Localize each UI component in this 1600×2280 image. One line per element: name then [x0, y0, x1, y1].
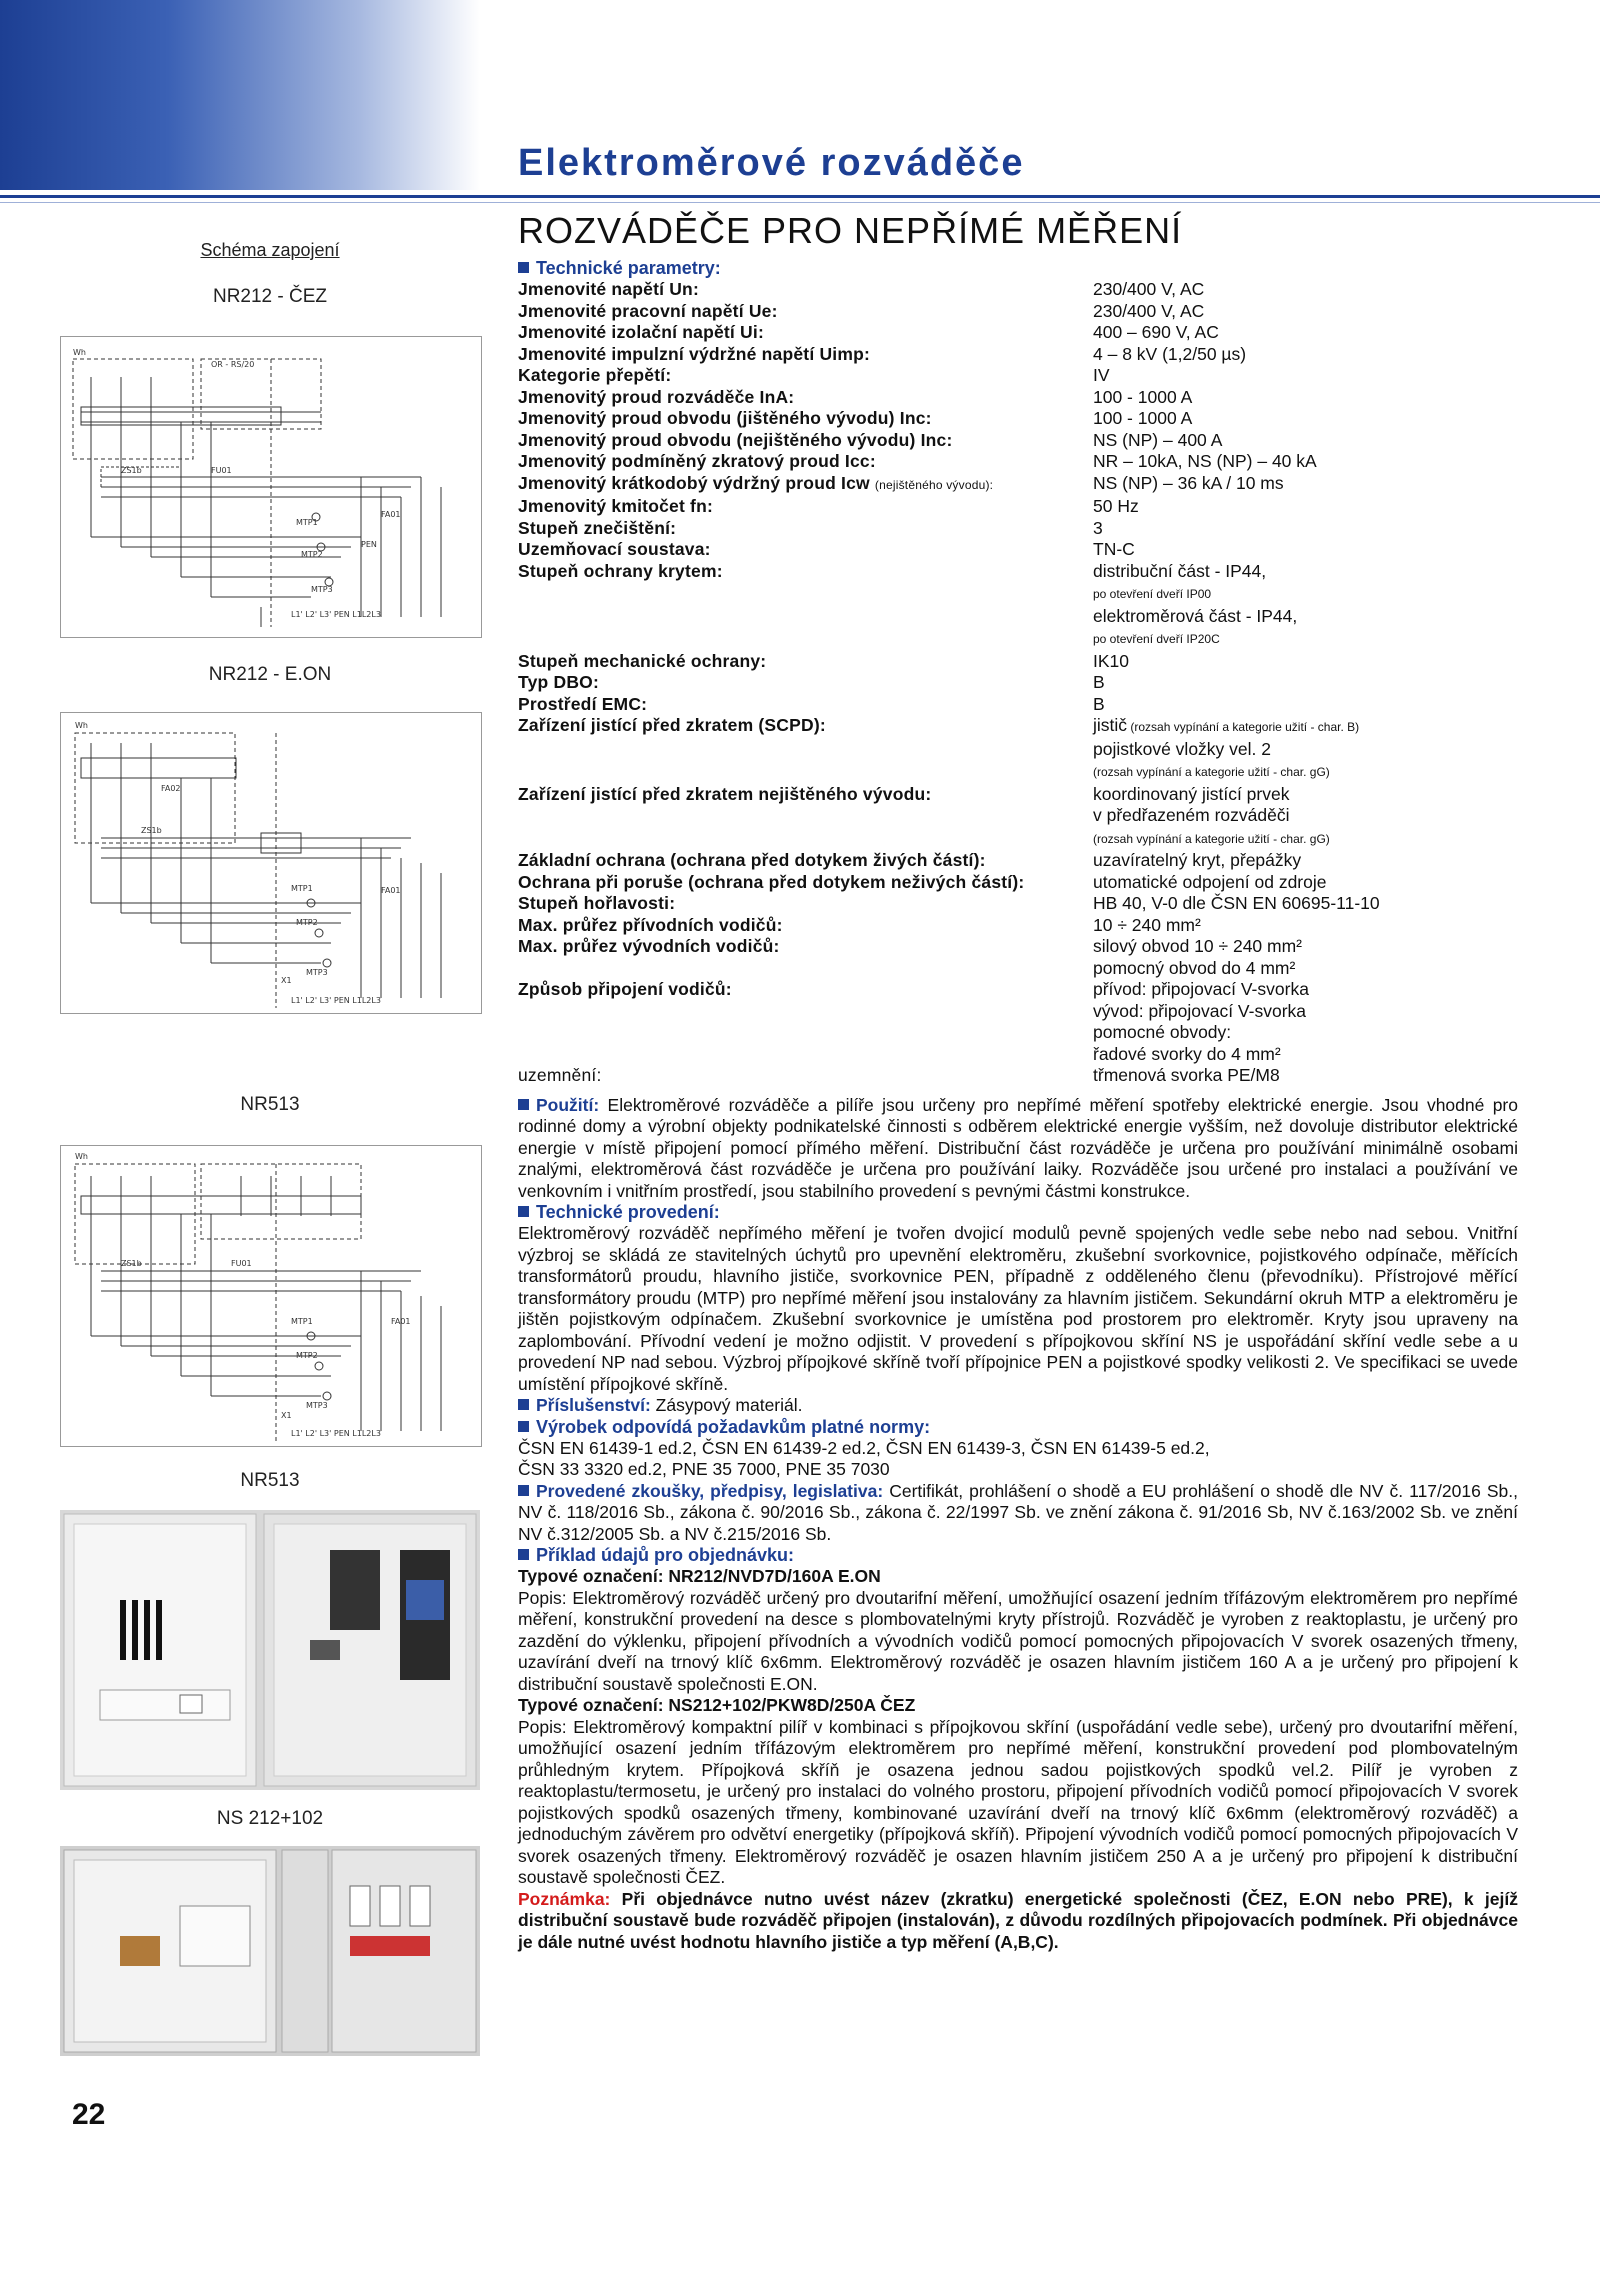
norms-heading: Výrobek odpovídá požadavkům platné normy:	[518, 1417, 1518, 1438]
param-row	[518, 451, 1518, 473]
square-bullet-icon	[518, 1549, 529, 1560]
param-row	[518, 582, 1518, 606]
order1-description: Popis: Elektroměrový rozváděč určený pro dvoutarifní měření, umožňující osazení jedním třífázovým elektroměrem pro nepřímé měření, konstrukční provedení na desce s plombovatelnými kryty přístrojů. Rozváděč je vyroben z reaktoplastu, je určený pro zazdění do výklenku, připojení přívodních a vývodních vodičů pomocí pomocných připojovacích V svorek osazených třmeny, uzavírání dveří na trnový klíč 6x6mm. Elektroměrový rozváděč je osazen hlavním jističem 160 A a je určený pro připojení k distribuční soustavě společnosti E.ON.	[518, 1587, 1518, 1694]
param-row	[518, 784, 1518, 806]
param-value: NS (NP) – 36 kA / 10 ms	[1093, 472, 1284, 493]
caption-nr212-cez: NR212 - ČEZ	[212, 286, 328, 307]
param-row	[518, 1022, 1518, 1044]
param-row	[518, 936, 1518, 958]
diagram3-label-mtp3: MTP3	[306, 1401, 328, 1410]
param-value: pomocný obvod do 4 mm²	[1093, 957, 1296, 978]
diagram2-label-mtp3: MTP3	[306, 968, 328, 977]
param-value: TN-C	[1093, 539, 1135, 559]
params-table	[518, 279, 1518, 1087]
use-paragraph: Použití: Elektroměrové rozváděče a pilíře jsou určeny pro nepřímé měření spotřeby elektrické energie. Jsou vhodné pro rodinné domy a výrobní objekty podnikatelské činnosti s odběrem elektrické energie vyšším, než dovoluje distributor elektrické energie v místě připojení pomocí přímého měření. Distribuční část rozváděče je určena pro používání minimálně osobami znalými, elektroměrová část rozváděče je určena pro používání laiky. Rozváděče jsou určené pro instalaci a používání ve venkovním i vnitřním prostředí, jsou stabilního provedení s pevnými částmi konstrukce.	[518, 1094, 1518, 1201]
param-row	[518, 322, 1518, 344]
tests-paragraph: Provedené zkoušky, předpisy, legislativa: Certifikát, prohlášení o shodě a EU prohlášení o shodě dle NV č. 117/2016 Sb., NV č. 118/2016 Sb., zákona č. 90/2016 Sb., zákona č. 22/1997 Sb. ve znění zákona č. 91/2016 Sb, NV č.163/2002 Sb. ve znění NV č.312/2005 Sb. a NV č.215/2016 Sb.	[518, 1480, 1518, 1544]
header-corner-gradient	[0, 0, 480, 190]
param-row	[518, 827, 1518, 851]
param-value: pojistkové vložky vel. 2	[1093, 738, 1271, 759]
norms-line-1: ČSN EN 61439-1 ed.2, ČSN EN 61439-2 ed.2, ČSN EN 61439-3, ČSN EN 61439-5 ed.2,	[518, 1437, 1210, 1458]
param-row	[518, 958, 1518, 980]
param-row	[518, 872, 1518, 894]
param-label	[518, 958, 1093, 980]
diagram3-label-terminals: L1' L2' L3' PEN L1L2L3	[291, 1429, 381, 1438]
param-row	[518, 715, 1518, 739]
order2-description: Popis: Elektroměrový kompaktní pilíř v kombinaci s přípojkovou skříní (uspořádání vedle sebe), určený pro dvoutarifní měření, umožňující osazení jedním třífázovým elektroměrem pro nepřímé měření, konstrukční provedení pod plombovatelným průhledným krytem. Přípojková skříň je osazena jednou sadou pojistkových spodků vel.2. Pilíř je vyroben z reaktoplastu/termosetu, je určený pro instalaci do volného prostoru, připojení přívodních vodičů pomocí připojovacích V svorek pojistkových spodků osazených třmeny, kombinované uzavírání dveří na trnový klíč 6x6mm (elektroměrový rozváděč) a jednoduchým závěrem pro odvětví energetiky (přípojková skříň). Připojení vývodních vodičů pomocí pomocných připojovacích V svorek osazených třmeny. Elektroměrový rozváděč je osazen hlavním jističem 250 A a je určený pro připojení k distribuční soustavě společnosti ČEZ.	[518, 1716, 1518, 1887]
param-value: pomocné obvody:	[1093, 1022, 1232, 1042]
param-row	[518, 1001, 1518, 1023]
param-row	[518, 606, 1518, 628]
param-value: 230/400 V, AC	[1093, 279, 1205, 299]
param-label: Jmenovitý kmitočet fn:	[518, 496, 713, 516]
param-value: NR – 10kA, NS (NP) – 40 kA	[1093, 451, 1317, 471]
param-label	[518, 1044, 1093, 1066]
param-label: Zařízení jistící před zkratem nejištěného vývodu:	[518, 783, 932, 804]
diagram3-label-mtp1: MTP1	[291, 1317, 313, 1326]
param-value: 4 – 8 kV (1,2/50 µs)	[1093, 343, 1247, 364]
param-value: přívod: připojovací V-svorka	[1093, 979, 1309, 999]
diagram2-label-terminals: L1' L2' L3' PEN L1L2L3	[291, 996, 381, 1005]
param-row	[518, 1044, 1518, 1066]
square-bullet-icon	[518, 1485, 529, 1496]
param-label: Jmenovitý proud obvodu (nejištěného vývodu) Inc:	[518, 429, 953, 450]
diagram-label-mtp3: MTP3	[311, 585, 333, 594]
param-value: v předřazeném rozváděči	[1093, 805, 1290, 825]
param-row	[518, 496, 1518, 518]
param-value: jistič (rozsah vypínání a kategorie užití - char. B)	[1093, 715, 1360, 735]
param-label: Jmenovitý krátkodobý výdržný proud Icw (nejištěného vývodu):	[518, 472, 994, 493]
param-label	[518, 606, 1093, 628]
param-label: Základní ochrana (ochrana před dotykem živých částí):	[518, 850, 986, 870]
order2-type: Typové označení: NS212+102/PKW8D/250A ČEZ	[518, 1695, 916, 1715]
param-label: Stupeň mechanické ochrany:	[518, 650, 767, 671]
diagram-label-zs1b: ZS1b	[121, 466, 142, 475]
param-value: po otevření dveří IP00	[1093, 587, 1212, 601]
param-row	[518, 805, 1518, 827]
param-label	[518, 805, 1093, 827]
param-value: elektroměrová část - IP44,	[1093, 605, 1298, 626]
param-value: uzavíratelný kryt, přepážky	[1093, 850, 1302, 870]
param-value: (rozsah vypínání a kategorie užití - char. gG)	[1093, 765, 1330, 779]
param-value: IV	[1093, 365, 1110, 385]
param-value: HB 40, V-0 dle ČSN EN 60695-11-10	[1093, 893, 1380, 913]
param-label	[518, 739, 1093, 761]
param-value: distribuční část - IP44,	[1093, 560, 1267, 581]
diagram3-label-zs1b: ZS1b	[121, 1259, 142, 1268]
param-row	[518, 739, 1518, 761]
param-row	[518, 539, 1518, 561]
param-label: Max. průřez vývodních vodičů:	[518, 936, 780, 956]
param-label: Jmenovité napětí Un:	[518, 279, 699, 299]
design-paragraph: Elektroměrový rozváděč nepřímého měření je tvořen dvojicí modulů pevně spojených vedle sebe nebo nad sebou. Vnitřní výzbroj se skládá ze stavitelných úchytů pro upevnění elektroměru, zkušební svorkovnice, pojistkového odpínače, měřících transformátorů proudu, hlavního jističe, svorkovnice PEN, případně z odděleného členu (převodníku). Přístrojové měřící transformátory proudu (MTP) pro nepřímé měření jsou instalovány za hlavním jističem. Sekundární okruh MTP a elektroměru je jištěn pojistkovým odpínačem. Zkušební svorkovnice je umístěna pod prostorem pro elektroměr. Kryty jsou upraveny na zaplombování. Přívodní vedení je možno odjistit. V provedení s přípojkovou skříní NS je uspořádání skříní vedle sebe a u provedení NP nad sebou. Výzbroj přípojkové skříně tvoří přípojnice PEN a pojistkové spodky velikosti 2. Ve specifikaci se uvede umístění přípojkové skříně.	[518, 1223, 1518, 1394]
design-heading: Technické provedení:	[518, 1202, 1518, 1223]
param-value: třmenová svorka PE/M8	[1093, 1065, 1280, 1085]
param-label: Jmenovitý podmíněný zkratový proud Icc:	[518, 451, 876, 471]
param-row	[518, 430, 1518, 452]
param-row	[518, 518, 1518, 540]
caption-nr513-photo: NR513	[240, 1470, 300, 1491]
param-row	[518, 561, 1518, 583]
param-row	[518, 344, 1518, 366]
param-value: 100 - 1000 A	[1093, 386, 1193, 407]
param-value: 100 - 1000 A	[1093, 408, 1193, 428]
param-label	[518, 760, 1093, 784]
photo-nr513-cabinet	[60, 1510, 480, 1790]
param-label: Uzemňovací soustava:	[518, 539, 711, 559]
param-label: Stupeň znečištění:	[518, 517, 677, 538]
param-label	[518, 1022, 1093, 1044]
diagram2-label-x1: X1	[281, 976, 292, 985]
param-value: IK10	[1093, 650, 1129, 671]
param-value: 3	[1093, 517, 1103, 538]
param-label: Jmenovitý proud rozváděče InA:	[518, 386, 795, 407]
param-label: Ochrana při poruše (ochrana před dotykem neživých částí):	[518, 871, 1025, 892]
diagram2-label-mtp1: MTP1	[291, 884, 313, 893]
param-row	[518, 893, 1518, 915]
param-label	[518, 1001, 1093, 1023]
param-row	[518, 850, 1518, 872]
param-row	[518, 979, 1518, 1001]
param-label: Prostředí EMC:	[518, 693, 648, 714]
diagram-label-terminals: L1' L2' L3' PEN L1L2L3	[291, 610, 381, 619]
diagram3-label-mtp2: MTP2	[296, 1351, 318, 1360]
param-value: 400 – 690 V, AC	[1093, 322, 1219, 342]
diagram2-label-wh: Wh	[75, 721, 88, 730]
diagram-label-mtp2: MTP2	[301, 550, 323, 559]
param-value: řadové svorky do 4 mm²	[1093, 1043, 1281, 1064]
main-title: ROZVÁDĚČE PRO NEPŘÍMÉ MĚŘENÍ	[518, 210, 1183, 251]
param-row	[518, 915, 1518, 937]
accessories-line: Příslušenství: Zásypový materiál.	[518, 1395, 1518, 1417]
param-value: 50 Hz	[1093, 496, 1139, 516]
param-row	[518, 627, 1518, 651]
param-row	[518, 760, 1518, 784]
order-heading: Příklad údajů pro objednávku:	[518, 1545, 1518, 1566]
param-row	[518, 365, 1518, 387]
param-label: Zařízení jistící před zkratem (SCPD):	[518, 715, 826, 735]
diagram2-label-mtp2: MTP2	[296, 918, 318, 927]
caption-ns-212-102: NS 212+102	[216, 1808, 324, 1829]
main-content	[518, 210, 1518, 1953]
param-value: vývod: připojovací V-svorka	[1093, 1000, 1307, 1021]
param-label	[518, 827, 1093, 851]
square-bullet-icon	[518, 1399, 529, 1410]
param-label: Typ DBO:	[518, 672, 599, 692]
param-label: Jmenovité pracovní napětí Ue:	[518, 300, 778, 321]
param-row	[518, 651, 1518, 673]
param-row	[518, 672, 1518, 694]
diagram3-label-x1: X1	[281, 1411, 292, 1420]
diagram3-label-fu01: FU01	[231, 1259, 252, 1268]
param-label	[518, 627, 1093, 651]
square-bullet-icon	[518, 1206, 529, 1217]
param-value: utomatické odpojení od zdroje	[1093, 871, 1327, 892]
param-label	[518, 582, 1093, 606]
param-value: 230/400 V, AC	[1093, 300, 1205, 321]
param-value: (rozsah vypínání a kategorie užití - char. gG)	[1093, 831, 1330, 846]
param-row	[518, 1065, 1518, 1087]
param-label: uzemnění:	[518, 1065, 602, 1085]
param-label: Jmenovité impulzní výdržné napětí Uimp:	[518, 343, 871, 364]
diagram-label-wh: Wh	[73, 348, 86, 357]
caption-nr513-diagram: NR513	[240, 1094, 300, 1115]
param-value: B	[1093, 693, 1105, 714]
photo-ns-212-102-pillar	[60, 1846, 480, 2056]
diagram2-label-zs1b: ZS1b	[141, 826, 162, 835]
param-label: Stupeň ochrany krytem:	[518, 560, 723, 581]
param-label: Jmenovité izolační napětí Ui:	[518, 322, 764, 342]
param-row	[518, 279, 1518, 301]
param-label: Kategorie přepětí:	[518, 365, 672, 385]
diagram2-label-fa02: FA02	[161, 784, 181, 793]
param-row	[518, 408, 1518, 430]
param-value: B	[1093, 672, 1105, 692]
order1-type: Typové označení: NR212/NVD7D/160A E.ON	[518, 1566, 881, 1586]
param-value: po otevření dveří IP20C	[1093, 632, 1220, 646]
order-note: Poznámka: Při objednávce nutno uvést název (zkratku) energetické společnosti (ČEZ, E.ON nebo PRE), k jejíž distribuční soustavě bude rozváděč připojen (instalován), z důvodu rozdílných připojovacích podmínek. Při objednávce je dále nutné uvést hodnotu hlavního jističe a typ měření (A,B,C).	[518, 1888, 1518, 1952]
page-number: 22	[72, 2098, 106, 2131]
diagram3-label-wh: Wh	[75, 1152, 88, 1161]
square-bullet-icon	[518, 1421, 529, 1432]
diagram2-label-fa01: FA01	[381, 886, 401, 895]
param-value: koordinovaný jistící prvek	[1093, 783, 1290, 804]
param-label: Max. průřez přívodních vodičů:	[518, 914, 783, 935]
schema-label: Schéma zapojení	[200, 240, 340, 260]
diagram3-label-fa01: FA01	[391, 1317, 411, 1326]
caption-nr212-eon: NR212 - E.ON	[208, 664, 332, 685]
wiring-diagram-nr513	[60, 1145, 482, 1447]
param-label: Stupeň hořlavosti:	[518, 893, 676, 913]
wiring-diagram-nr212-cez	[60, 336, 482, 638]
square-bullet-icon	[518, 1099, 529, 1110]
diagram-label-pen: PEN	[361, 540, 377, 549]
param-row	[518, 301, 1518, 323]
diagram-label-fu01: FU01	[211, 466, 232, 475]
param-value: silový obvod 10 ÷ 240 mm²	[1093, 936, 1303, 956]
diagram-label-mtp1: MTP1	[296, 518, 318, 527]
diagram-label-or: OR - RS/20	[211, 360, 255, 369]
param-value: NS (NP) – 400 A	[1093, 429, 1223, 450]
header-rule-thin	[0, 202, 1600, 203]
param-value: 10 ÷ 240 mm²	[1093, 914, 1201, 935]
param-row	[518, 694, 1518, 716]
header-rule	[0, 195, 1600, 198]
page-header-title: Elektroměrové rozváděče	[518, 142, 1025, 184]
square-bullet-icon	[518, 262, 529, 273]
param-label: Způsob připojení vodičů:	[518, 979, 732, 999]
norms-line-2: ČSN 33 3320 ed.2, PNE 35 7000, PNE 35 7030	[518, 1459, 890, 1479]
param-label: Jmenovitý proud obvodu (jištěného vývodu) Inc:	[518, 408, 932, 428]
tech-params-heading: Technické parametry:	[518, 258, 1518, 279]
param-row	[518, 387, 1518, 409]
diagram-label-fa01: FA01	[381, 510, 401, 519]
param-row	[518, 473, 1518, 497]
wiring-diagram-nr212-eon	[60, 712, 482, 1014]
